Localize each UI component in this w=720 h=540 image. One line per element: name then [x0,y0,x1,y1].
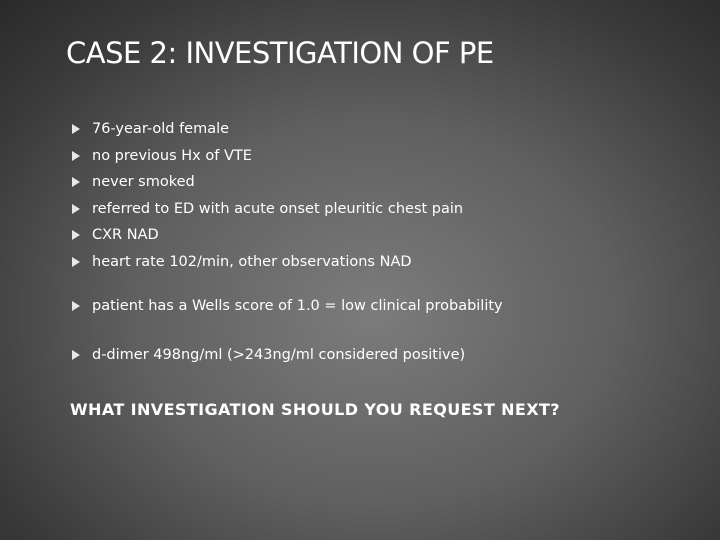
bullet-arrow-icon [72,257,80,267]
bullet-arrow-icon [72,350,80,360]
bullet-text: never smoked [92,174,195,191]
bullet-text: referred to ED with acute onset pleuritic chest pain [92,200,464,217]
bullet-text: 76-year-old female [92,121,230,138]
patient-details-list [72,116,463,275]
bullet-item [72,222,463,249]
bullet-arrow-icon [72,301,80,311]
bullet-item [72,196,463,223]
bullet-arrow-icon [72,151,80,161]
bullet-arrow-icon [72,230,80,240]
wells-score-text: patient has a Wells score of 1.0 = low clinical probability [92,298,503,314]
bullet-arrow-icon [72,204,80,214]
bullet-item [72,143,463,170]
bullet-text: heart rate 102/min, other observations NAD [92,253,412,270]
bullet-text: CXR NAD [92,227,159,244]
bullet-text: no previous Hx of VTE [92,147,252,164]
wells-score-bullet [72,298,503,314]
question-heading: WHAT INVESTIGATION SHOULD YOU REQUEST NEXT? [70,400,560,419]
bullet-item [72,116,463,143]
d-dimer-bullet [72,347,465,363]
slide-title: CASE 2: INVESTIGATION OF PE [66,36,494,70]
bullet-item [72,169,463,196]
bullet-arrow-icon [72,124,80,134]
bullet-arrow-icon [72,177,80,187]
bullet-item [72,249,463,276]
d-dimer-text: d-dimer 498ng/ml (>243ng/ml considered positive) [92,347,466,363]
